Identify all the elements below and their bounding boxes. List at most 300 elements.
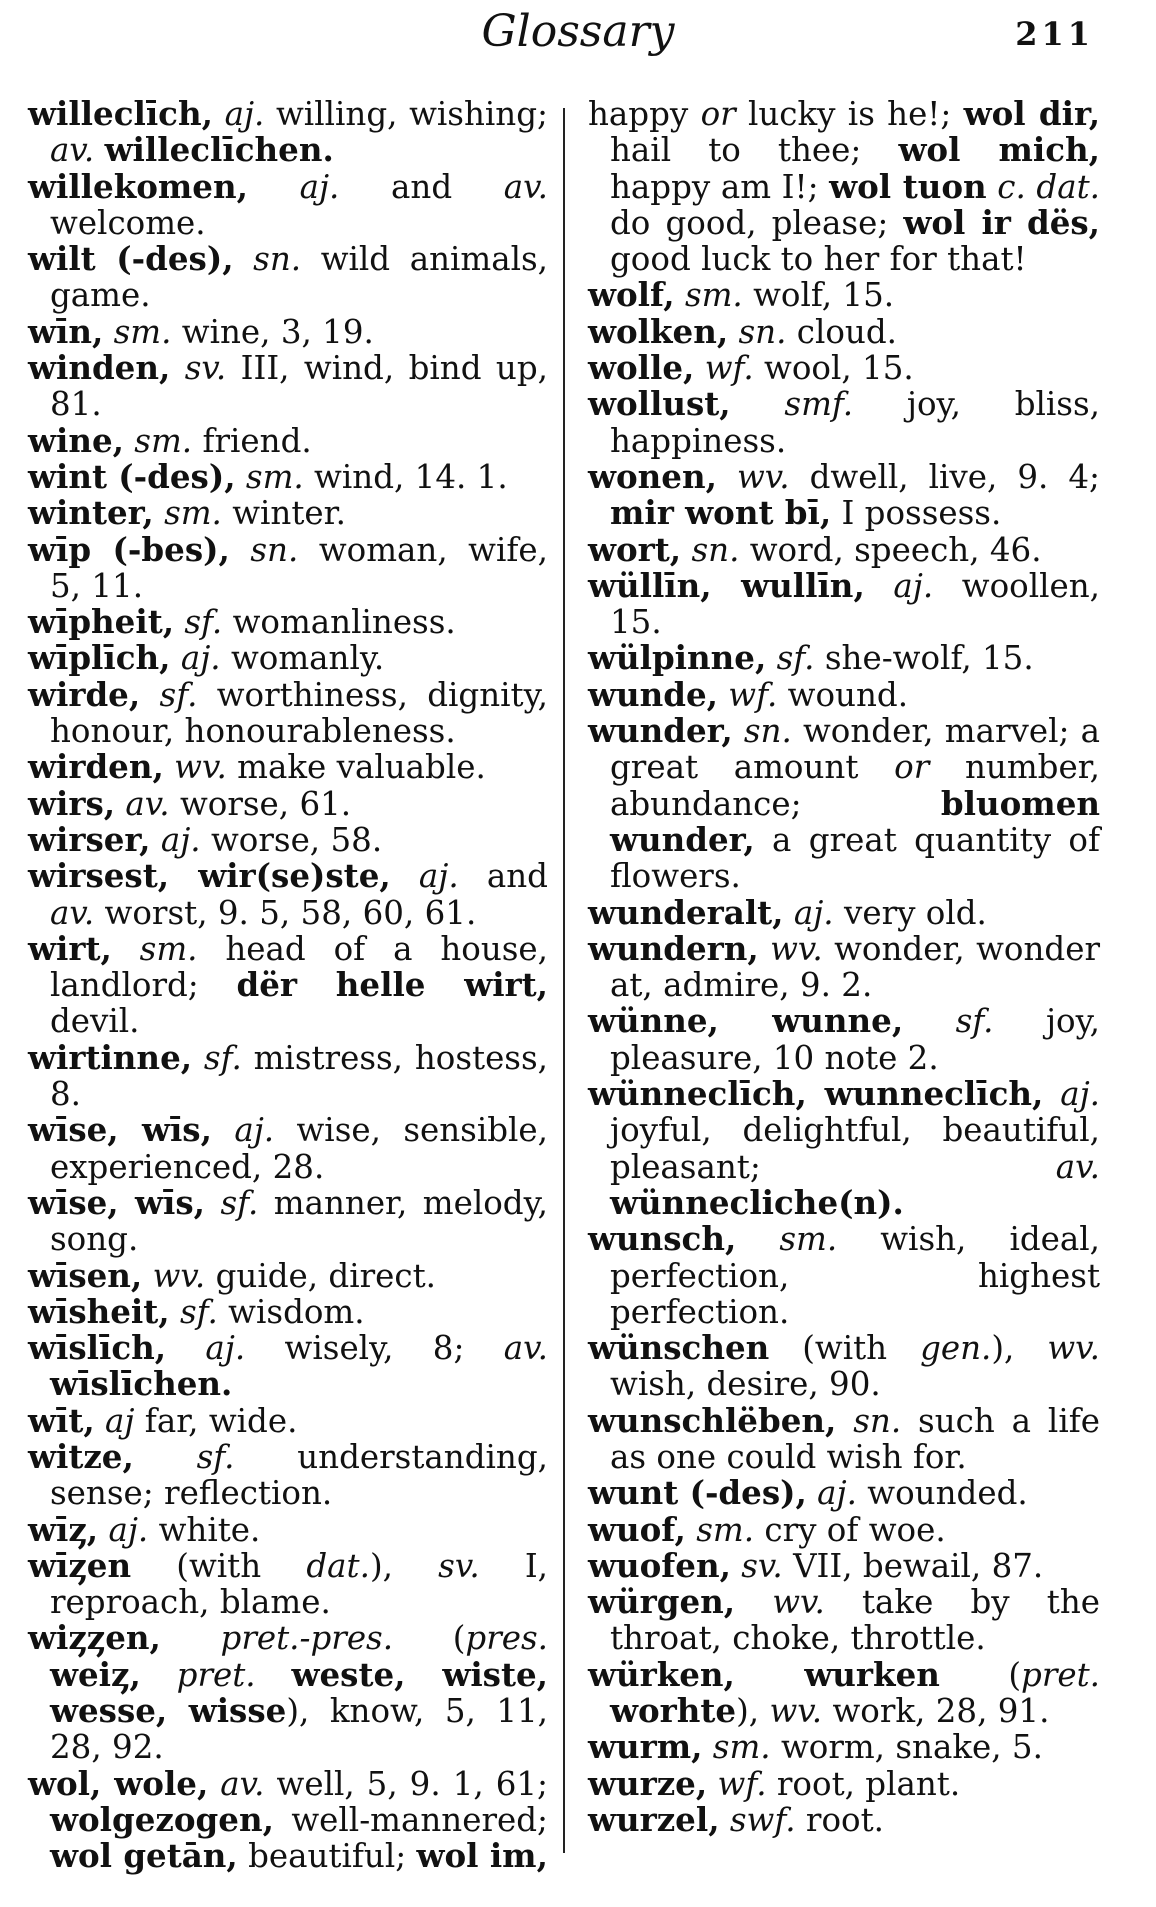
entry-text: very old. (833, 893, 987, 932)
entry-text (694, 349, 704, 387)
headword: wīplīch, (28, 638, 171, 678)
entry-text (164, 748, 174, 786)
entry-text: welcome. (50, 203, 206, 242)
glossary-entry (588, 1475, 1100, 1511)
entry-text (170, 349, 184, 387)
grammar-label: sf. (184, 603, 223, 642)
glossary-entry (28, 1436, 548, 1513)
glossary-entry (588, 928, 1100, 1005)
glossary-entry (28, 1291, 548, 1331)
entry-text (766, 639, 776, 677)
grammar-label: av. (220, 1764, 265, 1803)
entry-text: worse, 61. (169, 784, 352, 823)
entry-text: happy (588, 95, 701, 133)
grammar-label: aj. (299, 167, 340, 206)
entry-text: wonder, marvel; a great amount (610, 712, 1100, 787)
entry-text (675, 276, 685, 314)
entry-text: wool, 15. (753, 349, 914, 388)
headword: würgen, (588, 1582, 736, 1622)
glossary-entry (588, 640, 1100, 676)
headword: wīn, (28, 311, 104, 351)
grammar-label: aj. (180, 639, 221, 678)
page-number: 211 (1015, 15, 1094, 53)
entry-text: wound. (777, 675, 909, 714)
headword: wint (-des), (28, 456, 236, 496)
glossary-entry (588, 350, 1100, 386)
glossary-entry-continued (588, 96, 1100, 277)
grammar-label: sm. (164, 494, 222, 533)
entry-text: cloud. (786, 312, 897, 351)
grammar-label: aj. (160, 820, 201, 859)
glossary-entry (28, 640, 548, 676)
grammar-label: aj. (793, 893, 834, 932)
entry-text: woman, wife, 5, 11. (50, 530, 548, 605)
headword: wunderalt, (588, 892, 784, 932)
entry-text: understanding, sense; reflection. (50, 1437, 548, 1513)
entry-text (702, 1728, 712, 1766)
glossary-entry (28, 749, 548, 785)
entry-text: such a life as one could wish for. (610, 1401, 1100, 1476)
headword: wīsen, (28, 1255, 143, 1295)
entry-text: I, reproach, blame. (50, 1546, 549, 1622)
bold-phrase: wol im, (416, 1836, 548, 1876)
grammar-label: dat. (306, 1546, 370, 1585)
grammar-label: sn. (738, 312, 787, 351)
entry-text (134, 1438, 197, 1476)
grammar-label: swf. (729, 1800, 796, 1839)
headword: winden, (28, 348, 171, 388)
entry-text (248, 168, 300, 206)
entry-text: I possess. (831, 494, 1002, 533)
headword: wunsch, (588, 1219, 737, 1259)
headword: wine, (28, 420, 124, 460)
headword: wünschen (588, 1328, 770, 1368)
bold-phrase: dër helle wirt, (236, 965, 548, 1005)
entry-text (728, 313, 738, 351)
bold-phrase: wol ir dës, (903, 202, 1100, 242)
glossary-entry (588, 1799, 1100, 1839)
grammar-label: aj. (224, 95, 265, 133)
grammar-label: av. (50, 893, 95, 932)
glossary-entry (28, 311, 548, 351)
grammar-label: sm. (113, 312, 172, 351)
headword: wīt, (28, 1400, 95, 1440)
entry-text (686, 1511, 696, 1549)
grammar-label: sv. (438, 1546, 480, 1585)
page-title: Glossary (481, 6, 675, 57)
entry-text (124, 422, 134, 460)
headword: wolken, (588, 311, 729, 351)
entry-text: joyful, delightful, beautiful, pleasant; (610, 1111, 1100, 1186)
entry-text: devil. (50, 1002, 140, 1041)
entry-text (718, 676, 728, 714)
entry-text: work, 28, 91. (822, 1692, 1050, 1731)
glossary-entry (588, 277, 1100, 313)
entry-text: VII, bewail, 87. (782, 1546, 1044, 1585)
entry-text: take by the throat, choke, throttle. (610, 1583, 1100, 1658)
glossary-entry (28, 1620, 548, 1765)
headword: wülpinne, (588, 638, 767, 678)
entry-text (234, 240, 254, 278)
grammar-label: aj (105, 1401, 135, 1440)
glossary-entry (28, 783, 548, 823)
entry-text (987, 168, 998, 206)
glossary-entry (28, 529, 548, 605)
grammar-label: wv. (152, 1256, 206, 1295)
entry-text: wonder, wonder at, admire, 9. 2. (610, 929, 1100, 1005)
column-rule (563, 108, 565, 1853)
grammar-label: sm. (139, 929, 198, 968)
bold-phrase: mir wont bī, (610, 493, 832, 533)
grammar-label: av. (503, 167, 548, 206)
entry-text (151, 821, 161, 859)
headword: winter, (28, 493, 154, 533)
entry-text (166, 1329, 205, 1367)
entry-text: willing, wishing; (264, 95, 548, 133)
glossary-entry (588, 1545, 1100, 1585)
entry-text: ), (736, 1692, 770, 1731)
headword: wiȥȥen, (28, 1618, 161, 1658)
entry-text (170, 1293, 180, 1331)
entry-text: guide, direct. (205, 1256, 436, 1295)
entry-text: head of a house, landlord; (50, 929, 548, 1005)
headword: wort, (588, 529, 682, 569)
headword: willeclīch, (28, 94, 213, 133)
glossary-entry (28, 1400, 548, 1440)
bold-phrase: wīslīchen. (50, 1364, 233, 1404)
glossary-entry (28, 1255, 548, 1295)
headword: wunschlëben, (588, 1400, 837, 1440)
grammar-label: sn. (250, 530, 299, 569)
grammar-label: aj. (817, 1474, 857, 1513)
entry-text (807, 1474, 817, 1512)
glossary-entry (588, 565, 1100, 642)
entry-text: lucky is he!; (735, 95, 964, 133)
entry-text (115, 785, 125, 823)
grammar-label: sn. (853, 1401, 902, 1440)
entry-text: hail to thee; (610, 131, 899, 170)
headword: wirsest, wir(se)ste, (28, 856, 391, 896)
entry-text: well-mannered; (273, 1800, 548, 1839)
grammar-label: wv. (1047, 1329, 1100, 1368)
entry-text: friend. (192, 421, 312, 460)
entry-text (213, 95, 225, 133)
grammar-label: aj. (418, 857, 459, 896)
grammar-label: pres. (465, 1619, 548, 1658)
entry-text (236, 458, 246, 496)
entry-text (142, 1257, 152, 1295)
glossary-entry (28, 604, 548, 640)
entry-text (736, 1220, 779, 1258)
entry-text (103, 313, 113, 351)
bold-phrase: wol dir, (963, 94, 1101, 133)
glossary-entry (588, 1763, 1100, 1803)
glossary-entry (588, 1654, 1100, 1731)
headword: wirde, (28, 674, 141, 714)
entry-text (208, 1765, 220, 1803)
running-head (0, 4, 1156, 64)
entry-text: root, plant. (766, 1764, 961, 1803)
entry-text: cry of woe. (754, 1510, 946, 1549)
bold-phrase: wol mich, (898, 130, 1100, 170)
entry-text: worst, 9. 5, 58, 60, 61. (94, 893, 477, 932)
entry-text: III, wind, bind up, 81. (50, 349, 548, 424)
grammar-label: or (700, 95, 736, 133)
glossary-entry (588, 1584, 1100, 1657)
bold-phrase: willeclīchen. (104, 130, 334, 170)
glossary-entry (588, 1330, 1100, 1403)
entry-text (836, 1402, 853, 1440)
grammar-label: aj. (234, 1111, 275, 1150)
grammar-label: sn. (691, 530, 740, 569)
bold-phrase: wünnecliche(n). (610, 1182, 904, 1222)
glossary-entry (28, 1545, 549, 1622)
bold-phrase: weiȥ, (50, 1654, 141, 1694)
grammar-label: wv. (736, 457, 790, 496)
grammar-label: sv. (184, 349, 227, 388)
headword: wollust, (588, 384, 731, 424)
glossary-entry (588, 386, 1100, 459)
headword: wunde, (588, 674, 718, 714)
headword: wurm, (588, 1727, 703, 1767)
entry-text: do good, please; (610, 203, 904, 242)
entry-text: far, wide. (134, 1401, 298, 1440)
glossary-column-left (28, 96, 548, 1875)
entry-text (784, 894, 794, 932)
headword: wīpheit, (28, 602, 175, 642)
entry-text: wild animals, game. (50, 240, 548, 315)
glossary-entry (588, 1221, 1100, 1330)
headword: würken, wurken (588, 1654, 940, 1694)
entry-text: dwell, live, 9. 4; (789, 457, 1100, 496)
grammar-label: sv. (741, 1546, 783, 1585)
headword: wunder, (588, 711, 733, 751)
entry-text: winter. (221, 494, 346, 533)
entry-text: and (339, 167, 504, 206)
grammar-label: sf. (196, 1437, 235, 1476)
headword: wünne, wunne, (588, 1001, 904, 1041)
headword: wüllīn, wullīn, (588, 565, 865, 605)
glossary-entry (28, 495, 548, 531)
glossary-entry (588, 456, 1100, 533)
headword: wuofen, (588, 1545, 731, 1585)
entry-text (161, 1619, 221, 1657)
entry-text: womanliness. (222, 603, 456, 642)
bold-phrase: worhte (610, 1691, 737, 1731)
bold-phrase: wolgezogen, (50, 1799, 274, 1839)
headword: wīslīch, (28, 1328, 167, 1368)
headword: wīȥen (28, 1545, 132, 1585)
grammar-label: aj. (108, 1510, 149, 1549)
grammar-label: c. dat. (997, 167, 1101, 206)
headword: wirden, (28, 747, 164, 787)
entry-text (731, 1547, 741, 1585)
grammar-label: sm. (134, 421, 193, 460)
headword: wīp (-bes), (28, 529, 230, 569)
grammar-label: sf. (203, 1038, 242, 1077)
glossary-entry (588, 311, 1100, 351)
entry-text: joy, bliss, happiness. (610, 385, 1100, 460)
entry-text: well, 5, 9. 1, 61; (264, 1764, 548, 1803)
grammar-label: av. (125, 784, 170, 823)
headword: wolle, (588, 348, 695, 388)
glossary-entry (28, 456, 548, 496)
headword: wirt, (28, 928, 112, 968)
entry-text (174, 603, 184, 641)
headword: wīse, wīs, (28, 1182, 205, 1222)
grammar-label: sm. (712, 1728, 771, 1767)
entry-text: happy am I!; (610, 167, 830, 206)
entry-text: good luck to her for that! (610, 240, 1027, 279)
entry-text (865, 567, 894, 605)
entry-text (720, 1801, 730, 1839)
grammar-label: sf. (776, 639, 815, 678)
glossary-entry (28, 858, 548, 931)
entry-text: and (458, 857, 548, 896)
glossary-entry (588, 713, 1100, 894)
entry-text: root. (795, 1800, 884, 1839)
glossary-column-right (588, 96, 1100, 1838)
entry-text: (with (769, 1329, 921, 1368)
grammar-label: wv. (772, 1583, 825, 1622)
entry-text: word, speech, 46. (739, 530, 1042, 569)
grammar-label: wf. (717, 1764, 767, 1803)
glossary-entry (28, 166, 548, 242)
entry-text (98, 1511, 108, 1549)
glossary-entry (28, 241, 548, 314)
glossary-entry (28, 420, 548, 460)
bold-phrase: wol getān, (50, 1836, 238, 1876)
entry-text (94, 131, 104, 169)
entry-text (1043, 1075, 1060, 1113)
entry-text: wish, ideal, perfection, highest perfection. (610, 1220, 1100, 1331)
headword: wuof, (588, 1509, 686, 1549)
grammar-label: wf. (728, 675, 778, 714)
entry-text (731, 385, 785, 423)
entry-text: (with (131, 1546, 307, 1585)
entry-text: worm, snake, 5. (770, 1728, 1043, 1767)
entry-text (717, 458, 737, 496)
entry-text (95, 1402, 105, 1440)
headword: wol, wole, (28, 1763, 209, 1803)
entry-text: wind, 14. 1. (303, 457, 508, 496)
headword: wonen, (588, 456, 717, 496)
grammar-label: aj. (893, 566, 934, 605)
headword: wurze, (588, 1763, 708, 1803)
bold-phrase: weste, wiste, wesse, wisse (50, 1654, 548, 1731)
entry-text: beautiful; (237, 1837, 417, 1876)
headword: wīȥ, (28, 1509, 99, 1549)
entry-text: ), (991, 1329, 1048, 1368)
entry-text (170, 639, 180, 677)
bold-phrase: wol tuon (829, 166, 987, 206)
entry-text (212, 1111, 234, 1149)
glossary-entry (28, 1182, 548, 1259)
glossary-entry (588, 529, 1100, 569)
headword: wīse, wīs, (28, 1110, 212, 1150)
entry-text (391, 857, 419, 895)
grammar-label: sm. (779, 1220, 838, 1259)
headword: wundern, (588, 928, 759, 968)
glossary-entry (28, 96, 548, 169)
glossary-entry (28, 1330, 548, 1403)
headword: wunt (-des), (588, 1473, 807, 1513)
grammar-label: aj. (1060, 1075, 1100, 1114)
grammar-label: wv. (769, 1692, 823, 1731)
headword: wirser, (28, 819, 151, 859)
entry-text: wise, sensible, experienced, 28. (50, 1111, 548, 1186)
entry-text (735, 1583, 772, 1621)
grammar-label: sm. (684, 276, 743, 315)
entry-text (154, 494, 164, 532)
grammar-label: sn. (253, 240, 302, 279)
entry-text (112, 930, 140, 968)
entry-text: mistress, hostess, 8. (50, 1038, 548, 1114)
entry-text: white. (148, 1510, 261, 1549)
grammar-label: sf. (159, 675, 198, 714)
grammar-label: sn. (743, 712, 792, 751)
headword: wīsheit, (28, 1291, 170, 1331)
entry-text (256, 1656, 292, 1694)
grammar-label: av. (1055, 1147, 1100, 1186)
glossary-entry (28, 674, 548, 751)
glossary-entry (588, 1729, 1100, 1765)
entry-text: ), (369, 1546, 439, 1585)
entry-text: make valuable. (226, 748, 486, 787)
entry-text: wounded. (856, 1474, 1028, 1513)
glossary-entry (28, 1509, 548, 1549)
grammar-label: aj. (205, 1329, 246, 1368)
entry-text: wisdom. (217, 1292, 365, 1331)
glossary-entry (28, 1112, 548, 1185)
grammar-label: gen. (920, 1329, 992, 1368)
grammar-label: smf. (784, 385, 854, 424)
entry-text: ( (939, 1655, 1022, 1694)
grammar-label: pret. (176, 1655, 256, 1694)
entry-text: ), know, 5, 11, 28, 92. (50, 1692, 549, 1767)
entry-text (205, 1184, 220, 1222)
entry-text (140, 676, 159, 714)
grammar-label: pret.-pres. (220, 1619, 394, 1658)
glossary-entry (588, 892, 1100, 932)
grammar-label: sf. (179, 1292, 218, 1331)
grammar-label: or (894, 748, 930, 787)
entry-text: number, abundance; (610, 748, 1100, 823)
grammar-label: sm. (245, 457, 304, 496)
bold-phrase: bluomen wunder, (610, 783, 1100, 859)
grammar-label: av. (503, 1329, 548, 1368)
entry-text: wisely, 8; (245, 1329, 504, 1368)
headword: wünneclīch, wunneclīch, (588, 1074, 1044, 1114)
glossary-entry (28, 1037, 548, 1114)
entry-text: worthiness, dignity, honour, honourableness. (50, 675, 548, 751)
glossary-entry (28, 350, 548, 423)
glossary-entry (588, 1003, 1100, 1076)
entry-text: worse, 58. (200, 820, 383, 859)
entry-text: she-wolf, 15. (814, 639, 1034, 678)
entry-text (192, 1039, 204, 1077)
glossary-entry (588, 1400, 1100, 1476)
glossary-entry (28, 819, 548, 859)
grammar-label: sf. (955, 1002, 994, 1041)
entry-text: womanly. (220, 639, 385, 678)
glossary-entry (28, 1763, 548, 1876)
grammar-label: pret. (1021, 1655, 1100, 1694)
entry-text (759, 930, 770, 968)
entry-text: wine, 3, 19. (171, 312, 374, 351)
entry-text: manner, melody, song. (50, 1183, 548, 1259)
headword: witze, (28, 1436, 134, 1476)
